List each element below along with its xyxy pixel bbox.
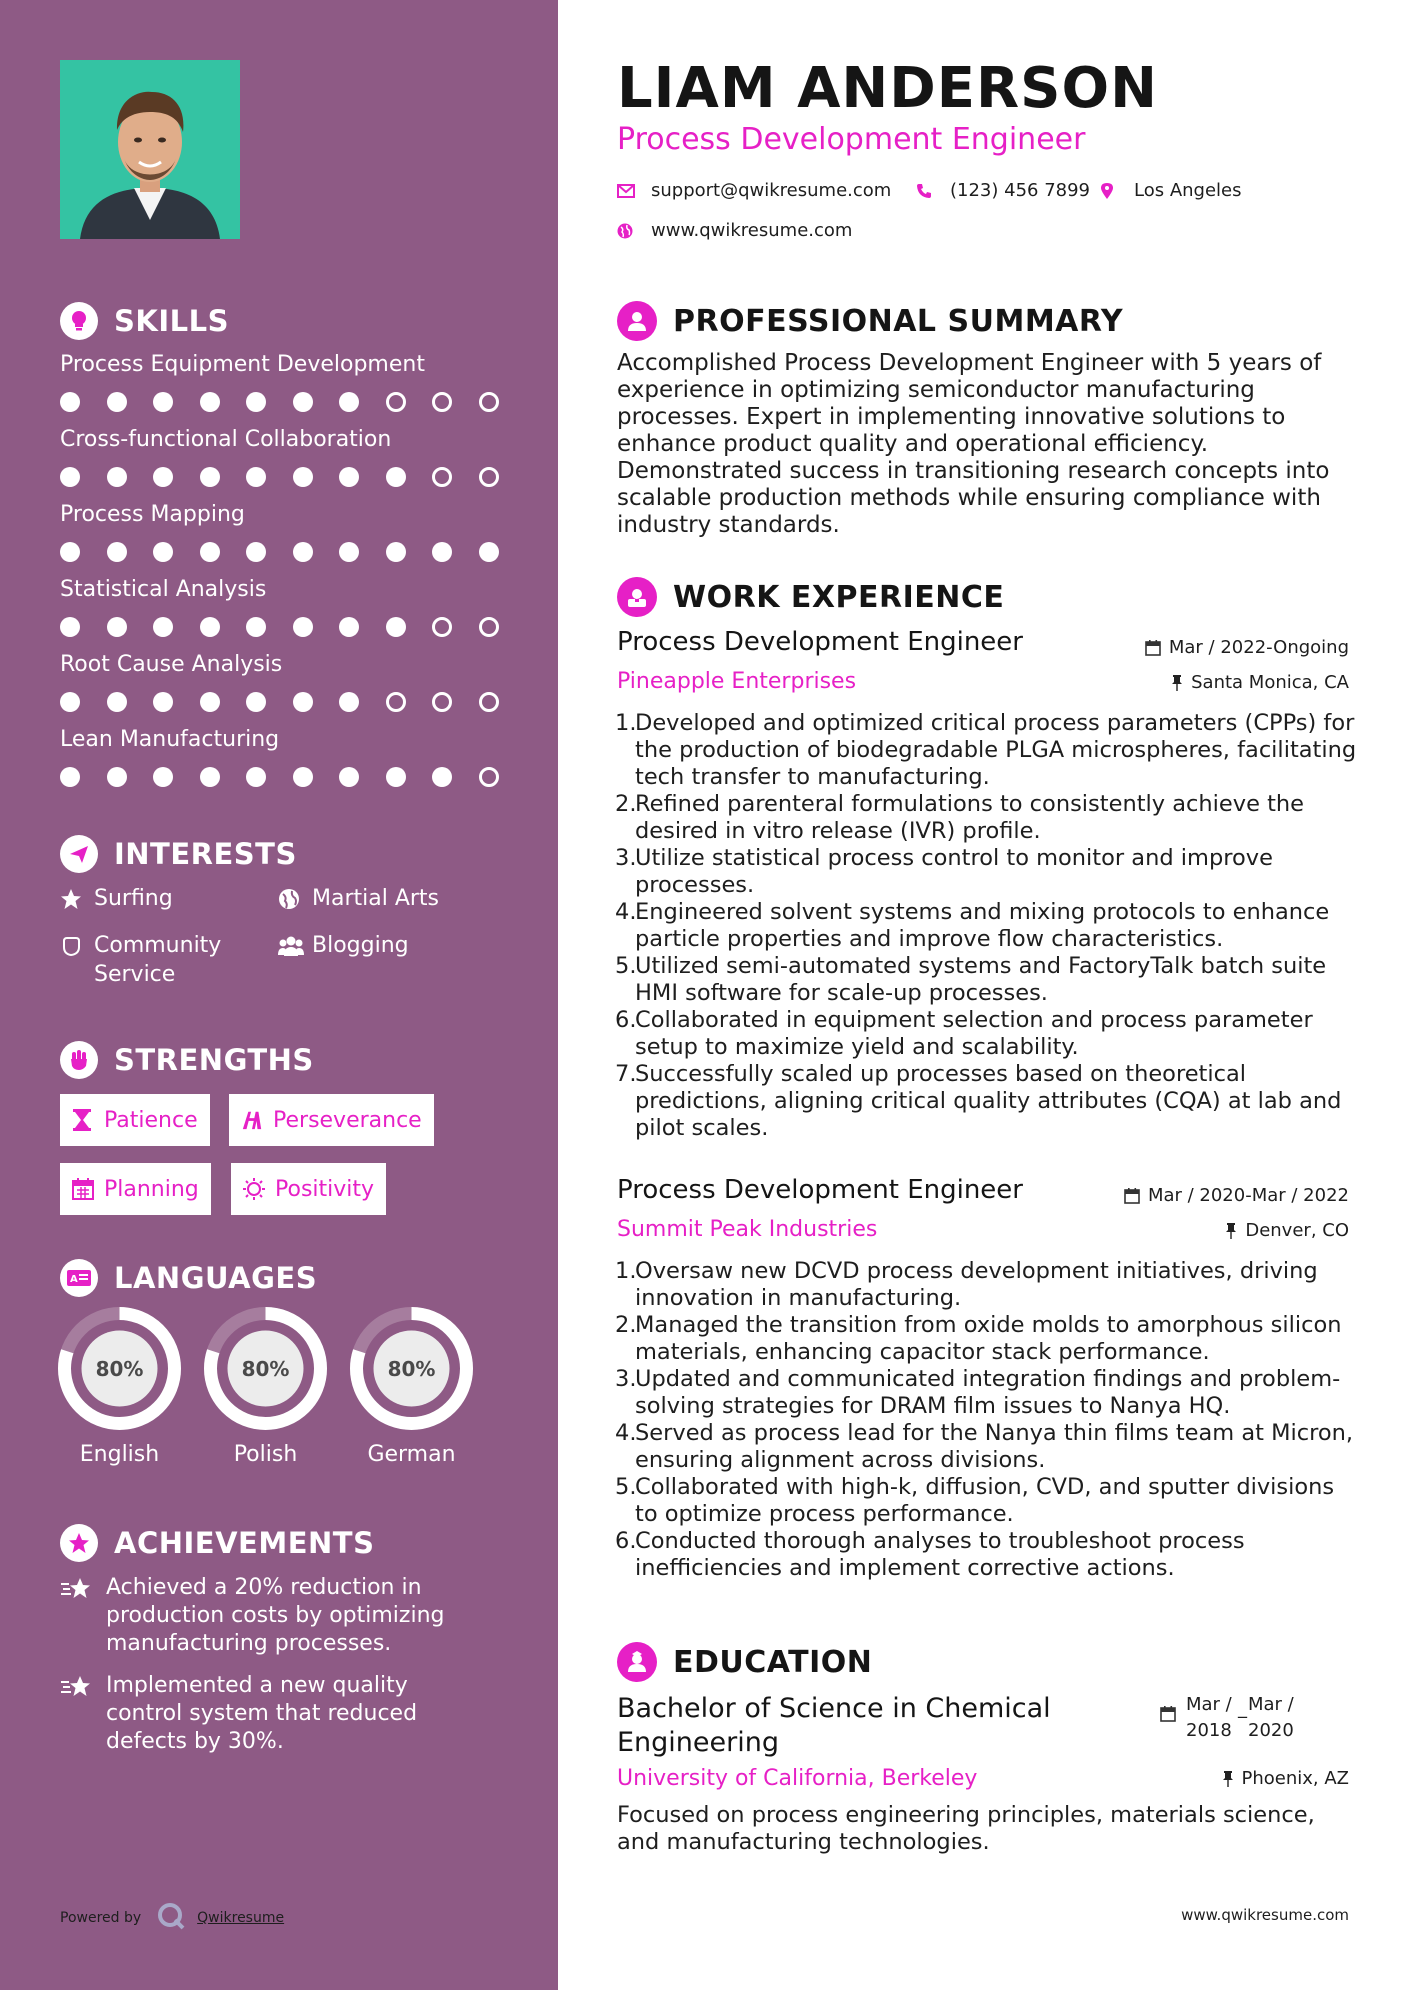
bullet-text: Served as process lead for the Nanya thin films team at Micron, ensuring alignment across divisions. [635, 1420, 1354, 1473]
language-name: English [79, 1442, 160, 1467]
rating-dot-filled [386, 617, 406, 637]
strength-badge [229, 1094, 434, 1146]
rating-dot-empty [479, 617, 499, 637]
job-dates-text: Mar / 2020-Mar / 2022 [1147, 1185, 1349, 1206]
rating-dot-filled [107, 467, 127, 487]
skill-name: Statistical Analysis [60, 577, 267, 602]
education-description: Focused on process engineering principles, materials science, and manufacturing technologies. [617, 1802, 1315, 1855]
education-date-separator: _ [1238, 1698, 1247, 1719]
bullet-number: 3. [615, 845, 637, 871]
rating-dot-filled [200, 392, 220, 412]
svg-text:A: A [70, 1274, 78, 1285]
interest-label: Blogging [312, 933, 409, 958]
bullet-text: Conducted thorough analyses to troubleshoot process inefficiencies and implement corrective actions. [635, 1528, 1245, 1581]
rating-dot-filled [246, 467, 266, 487]
candidate-name: LIAM ANDERSON [617, 56, 1158, 121]
interest-label: Surfing [94, 886, 173, 911]
rating-dot-filled [107, 617, 127, 637]
strength-badge [60, 1094, 210, 1146]
summary-heading [617, 301, 1123, 341]
rating-dot-filled [339, 542, 359, 562]
rating-dot-filled [153, 767, 173, 787]
website-text: www.qwikresume.com [651, 220, 853, 241]
job-bullet [617, 1061, 1357, 1142]
calendar-icon [1124, 1188, 1140, 1204]
calendar-icon [1145, 640, 1161, 656]
bullet-number: 5. [615, 953, 637, 979]
powered-by [60, 1902, 284, 1934]
strength-badge [231, 1163, 386, 1215]
skill-name: Process Equipment Development [60, 352, 425, 377]
languages-title: LANGUAGES [114, 1261, 318, 1295]
bullet-text: Oversaw new DCVD process development initiatives, driving innovation in manufacturing. [635, 1258, 1318, 1311]
rating-dot-filled [339, 617, 359, 637]
job-company: Pineapple Enterprises [617, 669, 857, 694]
bullet-number: 4. [615, 899, 637, 925]
phone-icon [916, 183, 950, 199]
bullet-text: Utilized semi-automated systems and FactoryTalk batch suite HMI software for scale-up processes. [635, 953, 1327, 1006]
experience-title: WORK EXPERIENCE [673, 579, 1005, 615]
bullet-text: Engineered solvent systems and mixing protocols to enhance particle properties and improve flow characteristics. [635, 899, 1330, 952]
job-location [1225, 1220, 1349, 1241]
strength-label: Positivity [275, 1176, 375, 1202]
education-title: EDUCATION [673, 1644, 873, 1680]
job-title: Process Development Engineer [617, 627, 1023, 657]
job-bullet [617, 791, 1357, 845]
summary-title: PROFESSIONAL SUMMARY [673, 303, 1124, 339]
education-end [1248, 1692, 1300, 1744]
bullet-text: Collaborated with high-k, diffusion, CVD, and sputter divisions to optimize process performance. [635, 1474, 1335, 1527]
rating-dot-filled [200, 467, 220, 487]
shooting-star-icon [60, 1672, 106, 1700]
rating-dot-filled [339, 767, 359, 787]
bullet-text: Utilize statistical process control to monitor and improve processes. [635, 845, 1273, 898]
language-icon [60, 1259, 98, 1297]
fist-icon [60, 1041, 98, 1079]
strength-label: Perseverance [273, 1107, 422, 1133]
contact-website[interactable] [617, 220, 852, 241]
job-bullets [617, 710, 1357, 1142]
bullet-number: 1. [615, 1258, 637, 1284]
pushpin-icon [1171, 675, 1183, 691]
education-start-year: 2018 [1186, 1720, 1232, 1741]
bullet-number: 2. [615, 1312, 637, 1338]
rating-dot-filled [107, 542, 127, 562]
rating-dot-filled [60, 392, 80, 412]
globe-icon [617, 223, 651, 239]
rating-dot-filled [153, 692, 173, 712]
globe-icon [278, 884, 312, 913]
job-location-text: Santa Monica, CA [1191, 672, 1349, 693]
bullet-number: 4. [615, 1420, 637, 1446]
rating-dot-filled [432, 767, 452, 787]
email-text: support@qwikresume.com [651, 180, 892, 201]
job-bullets [617, 1258, 1357, 1582]
sun-icon [243, 1178, 265, 1200]
rating-dot-empty [479, 392, 499, 412]
skill-rating [60, 392, 525, 412]
envelope-icon [617, 184, 651, 198]
rating-dot-filled [60, 767, 80, 787]
achievements-title: ACHIEVEMENTS [114, 1526, 375, 1560]
lightbulb-icon [60, 302, 98, 340]
rating-dot-empty [432, 392, 452, 412]
skill-rating [60, 467, 525, 487]
interests-heading [60, 835, 297, 873]
rating-dot-empty [432, 467, 452, 487]
bullet-text: Collaborated in equipment selection and process parameter setup to maximize yield and scalability. [635, 1007, 1313, 1060]
phone-text: (123) 456 7899 [950, 180, 1091, 201]
rating-dot-filled [60, 692, 80, 712]
user-icon [617, 301, 657, 341]
pushpin-icon [1225, 1223, 1237, 1239]
bullet-number: 2. [615, 791, 637, 817]
shooting-star-icon [60, 1574, 106, 1602]
strength-badge [60, 1163, 211, 1215]
education-start [1186, 1692, 1238, 1744]
education-location [1222, 1768, 1350, 1789]
education-dates [1160, 1692, 1300, 1744]
job-bullet [617, 953, 1357, 1007]
strengths-heading [60, 1041, 314, 1079]
rating-dot-filled [293, 617, 313, 637]
rating-dot-filled [153, 467, 173, 487]
language-percent: 80% [95, 1356, 144, 1381]
rating-dot-filled [293, 692, 313, 712]
education-degree: Bachelor of Science in Chemical Engineering [617, 1693, 1051, 1758]
calendar-icon [72, 1178, 94, 1200]
job-bullet [617, 710, 1357, 791]
powered-by-label: Powered by [60, 1910, 142, 1926]
contact-email[interactable] [617, 180, 891, 201]
skill-rating [60, 542, 525, 562]
achievement-item [60, 1574, 466, 1658]
bullet-number: 7. [615, 1061, 637, 1087]
job-company: Summit Peak Industries [617, 1217, 878, 1242]
job-bullet [617, 899, 1357, 953]
rating-dot-empty [386, 692, 406, 712]
strengths-title: STRENGTHS [114, 1043, 314, 1077]
rating-dot-empty [432, 692, 452, 712]
achievement-text: Achieved a 20% reduction in production costs by optimizing manufacturing processes. [106, 1575, 445, 1656]
strength-label: Patience [104, 1107, 198, 1133]
job-bullet [617, 1366, 1357, 1420]
rating-dot-filled [293, 767, 313, 787]
group-icon [278, 931, 312, 960]
rating-dot-filled [107, 392, 127, 412]
bullet-text: Updated and communicated integration findings and problem-solving strategies for DRAM film issues to Nanya HQ. [635, 1366, 1341, 1419]
rating-dot-filled [153, 617, 173, 637]
bullet-text: Successfully scaled up processes based on theoretical predictions, aligning critical quality attributes (CQA) at lab and pilot scales. [635, 1061, 1342, 1141]
rating-dot-filled [339, 392, 359, 412]
rating-dot-filled [479, 542, 499, 562]
education-school: University of California, Berkeley [617, 1766, 978, 1791]
skill-name: Process Mapping [60, 502, 245, 527]
job-bullet [617, 1312, 1357, 1366]
skills-title: SKILLS [114, 304, 229, 338]
contact-phone[interactable] [916, 180, 1090, 201]
language-percent: 80% [241, 1356, 290, 1381]
education-heading [617, 1642, 872, 1682]
pushpin-icon [1222, 1771, 1234, 1787]
qwikresume-link[interactable]: Qwikresume [197, 1910, 285, 1926]
bullet-text: Managed the transition from oxide molds to amorphous silicon materials, enhancing capacitor stack performance. [635, 1312, 1342, 1365]
interests-title: INTERESTS [114, 837, 297, 871]
candidate-title: Process Development Engineer [617, 122, 1086, 157]
skill-name: Lean Manufacturing [60, 727, 280, 752]
languages-heading [60, 1259, 317, 1297]
hourglass-icon [72, 1109, 94, 1131]
rating-dot-filled [246, 392, 266, 412]
language-percent: 80% [387, 1356, 436, 1381]
bullet-text: Developed and optimized critical process parameters (CPPs) for the production of biodegradable PLGA microspheres, facilitating tech transfer to manufacturing. [635, 710, 1357, 790]
bullet-number: 3. [615, 1366, 637, 1392]
contact-location [1100, 180, 1242, 201]
rating-dot-filled [246, 617, 266, 637]
rating-dot-filled [339, 467, 359, 487]
briefcase-user-icon [617, 577, 657, 617]
qwikresume-logo-icon [157, 1902, 185, 1934]
bullet-text: Refined parenteral formulations to consistently achieve the desired in vitro release (IVR) profile. [635, 791, 1304, 844]
sidebar [0, 0, 558, 1990]
language-name: German [367, 1442, 456, 1467]
job-dates-text: Mar / 2022-Ongoing [1168, 637, 1349, 658]
job-bullet [617, 1528, 1357, 1582]
interest-item [278, 931, 409, 960]
education-end-month: Mar / [1248, 1694, 1294, 1715]
rating-dot-empty [479, 767, 499, 787]
job-dates [1145, 637, 1349, 658]
skill-rating [60, 767, 525, 787]
language-name: Polish [233, 1442, 298, 1467]
interest-label: Community Service [94, 933, 222, 987]
rating-dot-empty [432, 617, 452, 637]
skill-name: Root Cause Analysis [60, 652, 283, 677]
rating-dot-filled [60, 467, 80, 487]
award-star-icon [60, 1524, 98, 1562]
achievement-text: Implemented a new quality control system that reduced defects by 30%. [106, 1673, 418, 1754]
rating-dot-empty [386, 392, 406, 412]
rating-dot-filled [107, 692, 127, 712]
rating-dot-filled [200, 767, 220, 787]
rating-dot-filled [246, 542, 266, 562]
rating-dot-filled [200, 542, 220, 562]
rating-dot-filled [293, 467, 313, 487]
interest-item [60, 884, 173, 913]
job-bullet [617, 1007, 1357, 1061]
rating-dot-empty [479, 467, 499, 487]
paper-plane-icon [60, 835, 98, 873]
job-bullet [617, 1474, 1357, 1528]
hikers-icon [241, 1109, 263, 1131]
rating-dot-filled [60, 617, 80, 637]
skills-heading [60, 302, 229, 340]
job-bullet [617, 1420, 1357, 1474]
interest-item [60, 931, 244, 989]
rating-dot-empty [479, 692, 499, 712]
summary-text: Accomplished Process Development Engineer with 5 years of experience in optimizing semiconductor manufacturing processes. Expert in implementing innovative solutions to enhance product quality and operational efficiency. Demonstrated success in transitioning research concepts into scalable production methods while ensuring compliance with industry standards. [617, 350, 1330, 538]
skill-rating [60, 692, 525, 712]
strength-label: Planning [104, 1176, 199, 1202]
bullet-number: 6. [615, 1528, 637, 1554]
skill-name: Cross-functional Collaboration [60, 427, 392, 452]
rating-dot-filled [60, 542, 80, 562]
education-end-year: 2020 [1248, 1720, 1294, 1741]
rating-dot-filled [339, 692, 359, 712]
job-location [1171, 672, 1349, 693]
interest-label: Martial Arts [312, 886, 440, 911]
profile-photo [60, 60, 240, 239]
rating-dot-filled [200, 692, 220, 712]
job-location-text: Denver, CO [1245, 1220, 1349, 1241]
rating-dot-filled [386, 467, 406, 487]
bullet-number: 5. [615, 1474, 637, 1500]
map-pin-icon [1100, 182, 1134, 200]
bullet-number: 6. [615, 1007, 637, 1033]
bullet-number: 1. [615, 710, 637, 736]
rating-dot-filled [386, 767, 406, 787]
experience-heading [617, 577, 1004, 617]
rating-dot-filled [107, 767, 127, 787]
star-icon [60, 884, 94, 913]
rating-dot-filled [246, 692, 266, 712]
interest-item [278, 884, 439, 913]
job-dates [1124, 1185, 1349, 1206]
education-start-month: Mar / [1186, 1694, 1232, 1715]
job-bullet [617, 1258, 1357, 1312]
job-title: Process Development Engineer [617, 1175, 1023, 1205]
skill-rating [60, 617, 525, 637]
rating-dot-filled [246, 767, 266, 787]
education-location-text: Phoenix, AZ [1241, 1768, 1349, 1789]
rating-dot-filled [153, 542, 173, 562]
rating-dot-filled [293, 392, 313, 412]
achievements-heading [60, 1524, 374, 1562]
footer-website[interactable]: www.qwikresume.com [1181, 1906, 1349, 1924]
calendar-icon [1160, 1692, 1186, 1744]
rating-dot-filled [153, 392, 173, 412]
location-text: Los Angeles [1134, 180, 1242, 201]
achievement-item [60, 1672, 466, 1756]
graduate-icon [617, 1642, 657, 1682]
rating-dot-filled [293, 542, 313, 562]
rating-dot-filled [432, 542, 452, 562]
job-bullet [617, 845, 1357, 899]
rating-dot-filled [200, 617, 220, 637]
hand-icon [60, 931, 94, 960]
rating-dot-filled [386, 542, 406, 562]
